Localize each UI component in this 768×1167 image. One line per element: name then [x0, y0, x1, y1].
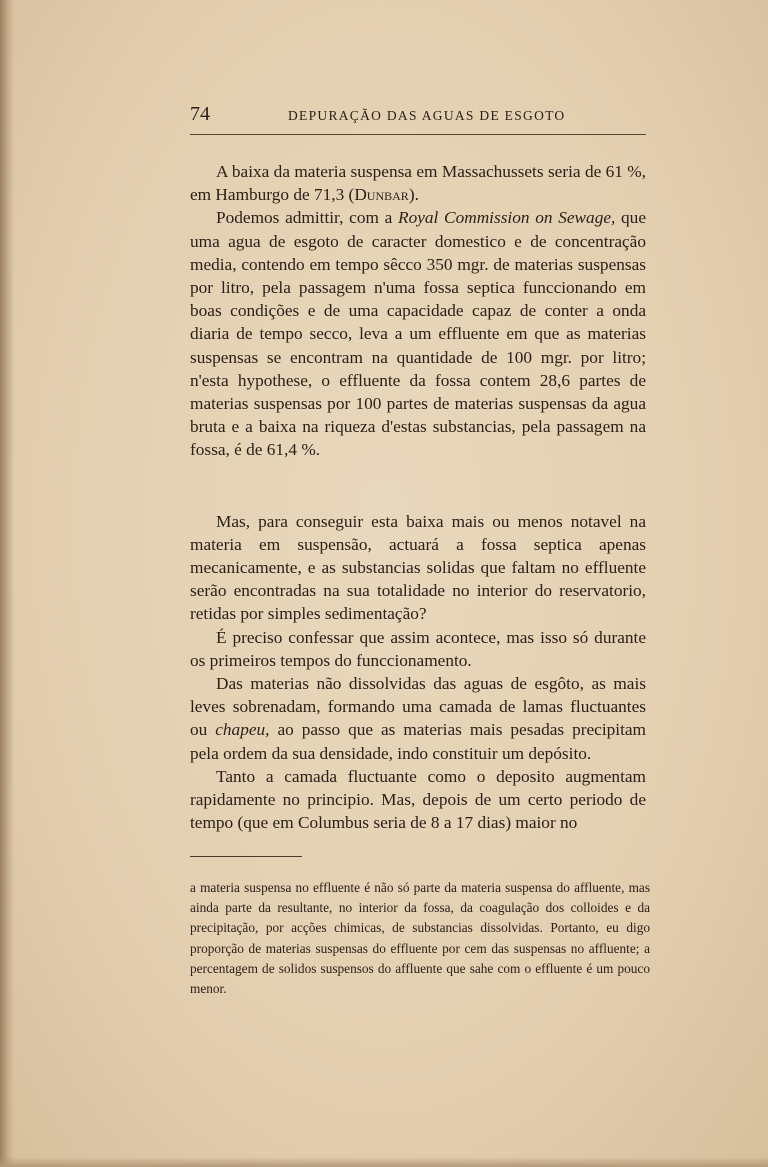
paragraph-6: Tanto a camada fluctuante como o deposito augmentam rapidamente no principio. Mas, depois de um certo periodo de tempo (que em Columbus seria de 8 a 17 dias) maior no [190, 766, 646, 833]
paragraph-2 [190, 206, 646, 461]
page-number: 74 [190, 103, 210, 125]
chapeu-term: chapeu, [215, 720, 270, 740]
running-head: DEPURAÇÃO DAS AGUAS DE ESGOTO [288, 108, 566, 123]
paragraph-5-text-b: ao passo que as materias mais pesadas precipitam pela ordem da sua densidade, indo constituir um depósito. [190, 720, 646, 763]
paragraph-2-text-b: que uma agua de esgoto de caracter domestico e de concentração media, contendo em tempo sêcco 350 mgr. de materias suspensas por litro, pela passagem n'uma fossa septica funccionando em boas condições e de uma capacidade capaz de conter a onda diaria de tempo secco, leva a um effluente em que as materias suspensas se encontram na quantidade de 100 mgr. por litro; n'esta hypothese, o effluente da fossa contem 28,6 partes de materias suspensas por 100 partes de materias suspensas da agua bruta e a baixa na riqueza d'estas substancias, pela passagem na fossa, é de 61,4 %. [190, 208, 646, 460]
paragraph-5-text-a: Das materias não dissolvidas das aguas de esgôto, as mais leves sobrenadam, formando uma camada de lamas fluctuantes ou [190, 674, 646, 740]
body-text [190, 160, 646, 834]
paragraph-5 [190, 672, 646, 765]
page-left-edge [0, 0, 14, 1167]
paragraph-4: É preciso confessar que assim acontece, mas isso só durante os primeiros tempos do funccionamento. [190, 627, 646, 670]
paragraph-1 [190, 160, 646, 206]
page-bottom-edge [0, 1157, 768, 1167]
section-gap [190, 462, 646, 510]
paragraph-1-text: A baixa da materia suspensa em Massachussets seria de 61 %, em Hamburgo de 71,3 ( [190, 162, 646, 205]
footnote [190, 878, 650, 999]
paragraph-2-text-a: Podemos admittir, com a [216, 208, 399, 228]
paragraph-1-end: ). [408, 185, 419, 205]
footnote-text: a materia suspensa no effluente é não só parte da materia suspensa do affluente, mas ainda parte da resultante, no interior da fossa, da coagulação dos colloides e da precipitação, por acções chimicas, de substancias dissolvidas. Portanto, eu digo proporção de materias suspensas do effluente por cem das suspensas no affluente; a percentagem de solidos suspensos do affluente que sahe com o effluente é um pouco menor. [190, 880, 650, 997]
citation-dunbar: Dunbar [354, 185, 409, 205]
footnote-rule [190, 856, 302, 857]
paragraph-3: Mas, para conseguir esta baixa mais ou menos notavel na materia em suspensão, actuará a fossa septica apenas mecanicamente, e as substancias solidas que faltam no effluente serão encontradas na sua totalidade no interior do reservatorio, retidas por simples sedimentação? [190, 511, 646, 624]
royal-commission-title: Royal Commission on Sewage, [398, 208, 616, 228]
page-header [190, 100, 646, 135]
